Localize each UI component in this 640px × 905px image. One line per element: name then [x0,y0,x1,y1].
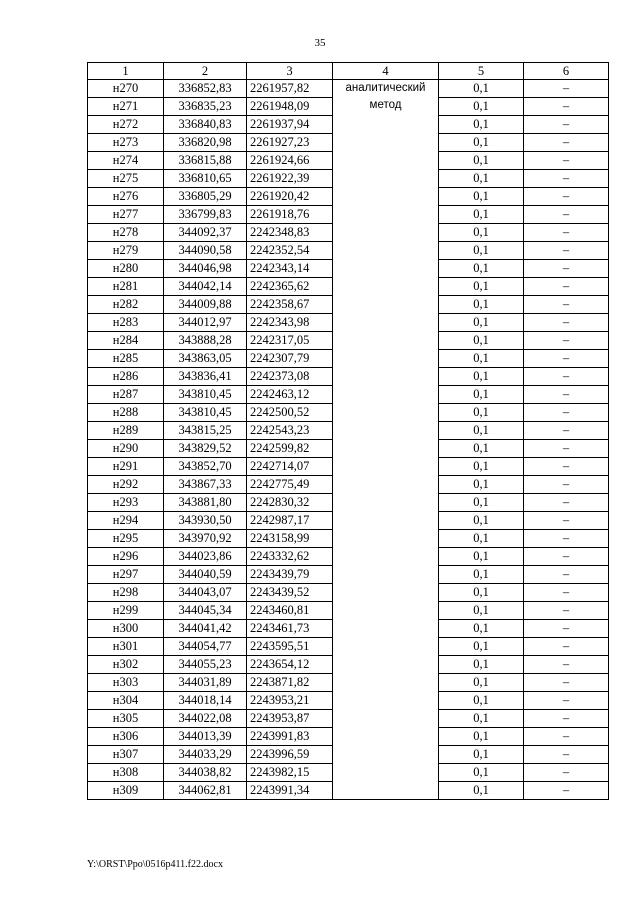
y-coordinate-cell: 2242599,82 [247,440,333,458]
point-id-cell: н303 [88,674,164,692]
point-id-cell: н280 [88,260,164,278]
accuracy-cell: 0,1 [439,404,524,422]
accuracy-cell: 0,1 [439,566,524,584]
point-id-cell: н284 [88,332,164,350]
x-coordinate-cell: 343867,33 [164,476,247,494]
x-coordinate-cell: 344041,42 [164,620,247,638]
accuracy-cell: 0,1 [439,620,524,638]
accuracy-cell: 0,1 [439,170,524,188]
point-id-cell: н300 [88,620,164,638]
y-coordinate-cell: 2242307,79 [247,350,333,368]
dash-cell: – [524,584,609,602]
accuracy-cell: 0,1 [439,296,524,314]
dash-cell: – [524,98,609,116]
dash-cell: – [524,80,609,98]
point-id-cell: н308 [88,764,164,782]
y-coordinate-cell: 2242343,14 [247,260,333,278]
dash-cell: – [524,206,609,224]
x-coordinate-cell: 343852,70 [164,458,247,476]
dash-cell: – [524,296,609,314]
point-id-cell: н290 [88,440,164,458]
y-coordinate-cell: 2261924,66 [247,152,333,170]
point-id-cell: н275 [88,170,164,188]
y-coordinate-cell: 2243871,82 [247,674,333,692]
method-cell [333,80,439,800]
x-coordinate-cell: 344022,08 [164,710,247,728]
dash-cell: – [524,386,609,404]
point-id-cell: н282 [88,296,164,314]
point-id-cell: н298 [88,584,164,602]
dash-cell: – [524,134,609,152]
point-id-cell: н309 [88,782,164,800]
dash-cell: – [524,242,609,260]
accuracy-cell: 0,1 [439,674,524,692]
point-id-cell: н299 [88,602,164,620]
coordinates-table [87,62,609,800]
point-id-cell: н274 [88,152,164,170]
point-id-cell: н289 [88,422,164,440]
dash-cell: – [524,188,609,206]
point-id-cell: н301 [88,638,164,656]
y-coordinate-cell: 2242317,05 [247,332,333,350]
x-coordinate-cell: 336799,83 [164,206,247,224]
point-id-cell: н279 [88,242,164,260]
y-coordinate-cell: 2242352,54 [247,242,333,260]
accuracy-cell: 0,1 [439,242,524,260]
table-row [88,80,609,98]
y-coordinate-cell: 2242343,98 [247,314,333,332]
accuracy-cell: 0,1 [439,134,524,152]
dash-cell: – [524,656,609,674]
dash-cell: – [524,332,609,350]
y-coordinate-cell: 2261920,42 [247,188,333,206]
x-coordinate-cell: 344045,34 [164,602,247,620]
x-coordinate-cell: 344042,14 [164,278,247,296]
x-coordinate-cell: 344009,88 [164,296,247,314]
dash-cell: – [524,638,609,656]
x-coordinate-cell: 344092,37 [164,224,247,242]
y-coordinate-cell: 2243953,21 [247,692,333,710]
accuracy-cell: 0,1 [439,152,524,170]
x-coordinate-cell: 336852,83 [164,80,247,98]
header-col-3: 3 [247,63,333,80]
accuracy-cell: 0,1 [439,638,524,656]
x-coordinate-cell: 344055,23 [164,656,247,674]
accuracy-cell: 0,1 [439,728,524,746]
x-coordinate-cell: 343888,28 [164,332,247,350]
accuracy-cell: 0,1 [439,260,524,278]
y-coordinate-cell: 2243953,87 [247,710,333,728]
x-coordinate-cell: 344040,59 [164,566,247,584]
dash-cell: – [524,278,609,296]
point-id-cell: н294 [88,512,164,530]
accuracy-cell: 0,1 [439,656,524,674]
point-id-cell: н307 [88,746,164,764]
point-id-cell: н272 [88,116,164,134]
dash-cell: – [524,458,609,476]
x-coordinate-cell: 343810,45 [164,404,247,422]
accuracy-cell: 0,1 [439,206,524,224]
point-id-cell: н295 [88,530,164,548]
dash-cell: – [524,224,609,242]
table-header-row [88,63,609,80]
header-col-1: 1 [88,63,164,80]
y-coordinate-cell: 2242358,67 [247,296,333,314]
point-id-cell: н293 [88,494,164,512]
x-coordinate-cell: 344054,77 [164,638,247,656]
accuracy-cell: 0,1 [439,746,524,764]
x-coordinate-cell: 344012,97 [164,314,247,332]
y-coordinate-cell: 2242365,62 [247,278,333,296]
point-id-cell: н305 [88,710,164,728]
accuracy-cell: 0,1 [439,584,524,602]
header-col-4: 4 [333,63,439,80]
accuracy-cell: 0,1 [439,314,524,332]
y-coordinate-cell: 2242775,49 [247,476,333,494]
y-coordinate-cell: 2243158,99 [247,530,333,548]
point-id-cell: н306 [88,728,164,746]
y-coordinate-cell: 2242500,52 [247,404,333,422]
y-coordinate-cell: 2261927,23 [247,134,333,152]
x-coordinate-cell: 336835,23 [164,98,247,116]
accuracy-cell: 0,1 [439,332,524,350]
x-coordinate-cell: 336820,98 [164,134,247,152]
dash-cell: – [524,710,609,728]
dash-cell: – [524,602,609,620]
accuracy-cell: 0,1 [439,278,524,296]
accuracy-cell: 0,1 [439,188,524,206]
dash-cell: – [524,404,609,422]
accuracy-cell: 0,1 [439,548,524,566]
y-coordinate-cell: 2243439,52 [247,584,333,602]
accuracy-cell: 0,1 [439,764,524,782]
accuracy-cell: 0,1 [439,422,524,440]
x-coordinate-cell: 336810,65 [164,170,247,188]
accuracy-cell: 0,1 [439,458,524,476]
accuracy-cell: 0,1 [439,710,524,728]
x-coordinate-cell: 343863,05 [164,350,247,368]
point-id-cell: н304 [88,692,164,710]
method-text-line: метод [369,99,402,111]
dash-cell: – [524,314,609,332]
dash-cell: – [524,728,609,746]
point-id-cell: н283 [88,314,164,332]
dash-cell: – [524,260,609,278]
x-coordinate-cell: 344062,81 [164,782,247,800]
dash-cell: – [524,746,609,764]
point-id-cell: н291 [88,458,164,476]
x-coordinate-cell: 344018,14 [164,692,247,710]
dash-cell: – [524,566,609,584]
y-coordinate-cell: 2243460,81 [247,602,333,620]
x-coordinate-cell: 343815,25 [164,422,247,440]
x-coordinate-cell: 344090,58 [164,242,247,260]
y-coordinate-cell: 2243439,79 [247,566,333,584]
x-coordinate-cell: 344043,07 [164,584,247,602]
point-id-cell: н285 [88,350,164,368]
y-coordinate-cell: 2243595,51 [247,638,333,656]
accuracy-cell: 0,1 [439,440,524,458]
point-id-cell: н302 [88,656,164,674]
dash-cell: – [524,440,609,458]
accuracy-cell: 0,1 [439,224,524,242]
x-coordinate-cell: 344023,86 [164,548,247,566]
x-coordinate-cell: 344046,98 [164,260,247,278]
point-id-cell: н286 [88,368,164,386]
y-coordinate-cell: 2243996,59 [247,746,333,764]
dash-cell: – [524,782,609,800]
x-coordinate-cell: 343881,80 [164,494,247,512]
x-coordinate-cell: 343970,92 [164,530,247,548]
point-id-cell: н277 [88,206,164,224]
point-id-cell: н271 [88,98,164,116]
point-id-cell: н292 [88,476,164,494]
y-coordinate-cell: 2243654,12 [247,656,333,674]
accuracy-cell: 0,1 [439,494,524,512]
accuracy-cell: 0,1 [439,476,524,494]
point-id-cell: н296 [88,548,164,566]
y-coordinate-cell: 2261918,76 [247,206,333,224]
y-coordinate-cell: 2261957,82 [247,80,333,98]
y-coordinate-cell: 2261937,94 [247,116,333,134]
y-coordinate-cell: 2242830,32 [247,494,333,512]
y-coordinate-cell: 2242373,08 [247,368,333,386]
y-coordinate-cell: 2243461,73 [247,620,333,638]
dash-cell: – [524,620,609,638]
point-id-cell: н273 [88,134,164,152]
y-coordinate-cell: 2242348,83 [247,224,333,242]
page-number: 35 [314,37,326,49]
x-coordinate-cell: 343836,41 [164,368,247,386]
header-col-6: 6 [524,63,609,80]
accuracy-cell: 0,1 [439,530,524,548]
x-coordinate-cell: 344038,82 [164,764,247,782]
point-id-cell: н288 [88,404,164,422]
y-coordinate-cell: 2242987,17 [247,512,333,530]
dash-cell: – [524,116,609,134]
point-id-cell: н278 [88,224,164,242]
dash-cell: – [524,764,609,782]
dash-cell: – [524,422,609,440]
accuracy-cell: 0,1 [439,368,524,386]
x-coordinate-cell: 344033,29 [164,746,247,764]
y-coordinate-cell: 2243991,83 [247,728,333,746]
y-coordinate-cell: 2242463,12 [247,386,333,404]
x-coordinate-cell: 343829,52 [164,440,247,458]
x-coordinate-cell: 343810,45 [164,386,247,404]
dash-cell: – [524,170,609,188]
dash-cell: – [524,548,609,566]
method-text-line: аналитический [345,82,426,94]
accuracy-cell: 0,1 [439,692,524,710]
y-coordinate-cell: 2261948,09 [247,98,333,116]
y-coordinate-cell: 2261922,39 [247,170,333,188]
accuracy-cell: 0,1 [439,80,524,98]
x-coordinate-cell: 336840,83 [164,116,247,134]
x-coordinate-cell: 336815,88 [164,152,247,170]
y-coordinate-cell: 2243991,34 [247,782,333,800]
x-coordinate-cell: 343930,50 [164,512,247,530]
dash-cell: – [524,494,609,512]
y-coordinate-cell: 2243982,15 [247,764,333,782]
point-id-cell: н281 [88,278,164,296]
x-coordinate-cell: 344013,39 [164,728,247,746]
point-id-cell: н270 [88,80,164,98]
dash-cell: – [524,152,609,170]
point-id-cell: н276 [88,188,164,206]
y-coordinate-cell: 2243332,62 [247,548,333,566]
dash-cell: – [524,350,609,368]
point-id-cell: н287 [88,386,164,404]
x-coordinate-cell: 336805,29 [164,188,247,206]
dash-cell: – [524,512,609,530]
x-coordinate-cell: 344031,89 [164,674,247,692]
y-coordinate-cell: 2242543,23 [247,422,333,440]
y-coordinate-cell: 2242714,07 [247,458,333,476]
dash-cell: – [524,530,609,548]
header-col-5: 5 [439,63,524,80]
dash-cell: – [524,692,609,710]
accuracy-cell: 0,1 [439,116,524,134]
dash-cell: – [524,476,609,494]
accuracy-cell: 0,1 [439,386,524,404]
accuracy-cell: 0,1 [439,602,524,620]
footer-file-path: Y:\ORST\Ppo\0516p411.f22.docx [87,859,223,870]
header-col-2: 2 [164,63,247,80]
point-id-cell: н297 [88,566,164,584]
accuracy-cell: 0,1 [439,782,524,800]
dash-cell: – [524,368,609,386]
accuracy-cell: 0,1 [439,98,524,116]
dash-cell: – [524,674,609,692]
accuracy-cell: 0,1 [439,350,524,368]
accuracy-cell: 0,1 [439,512,524,530]
